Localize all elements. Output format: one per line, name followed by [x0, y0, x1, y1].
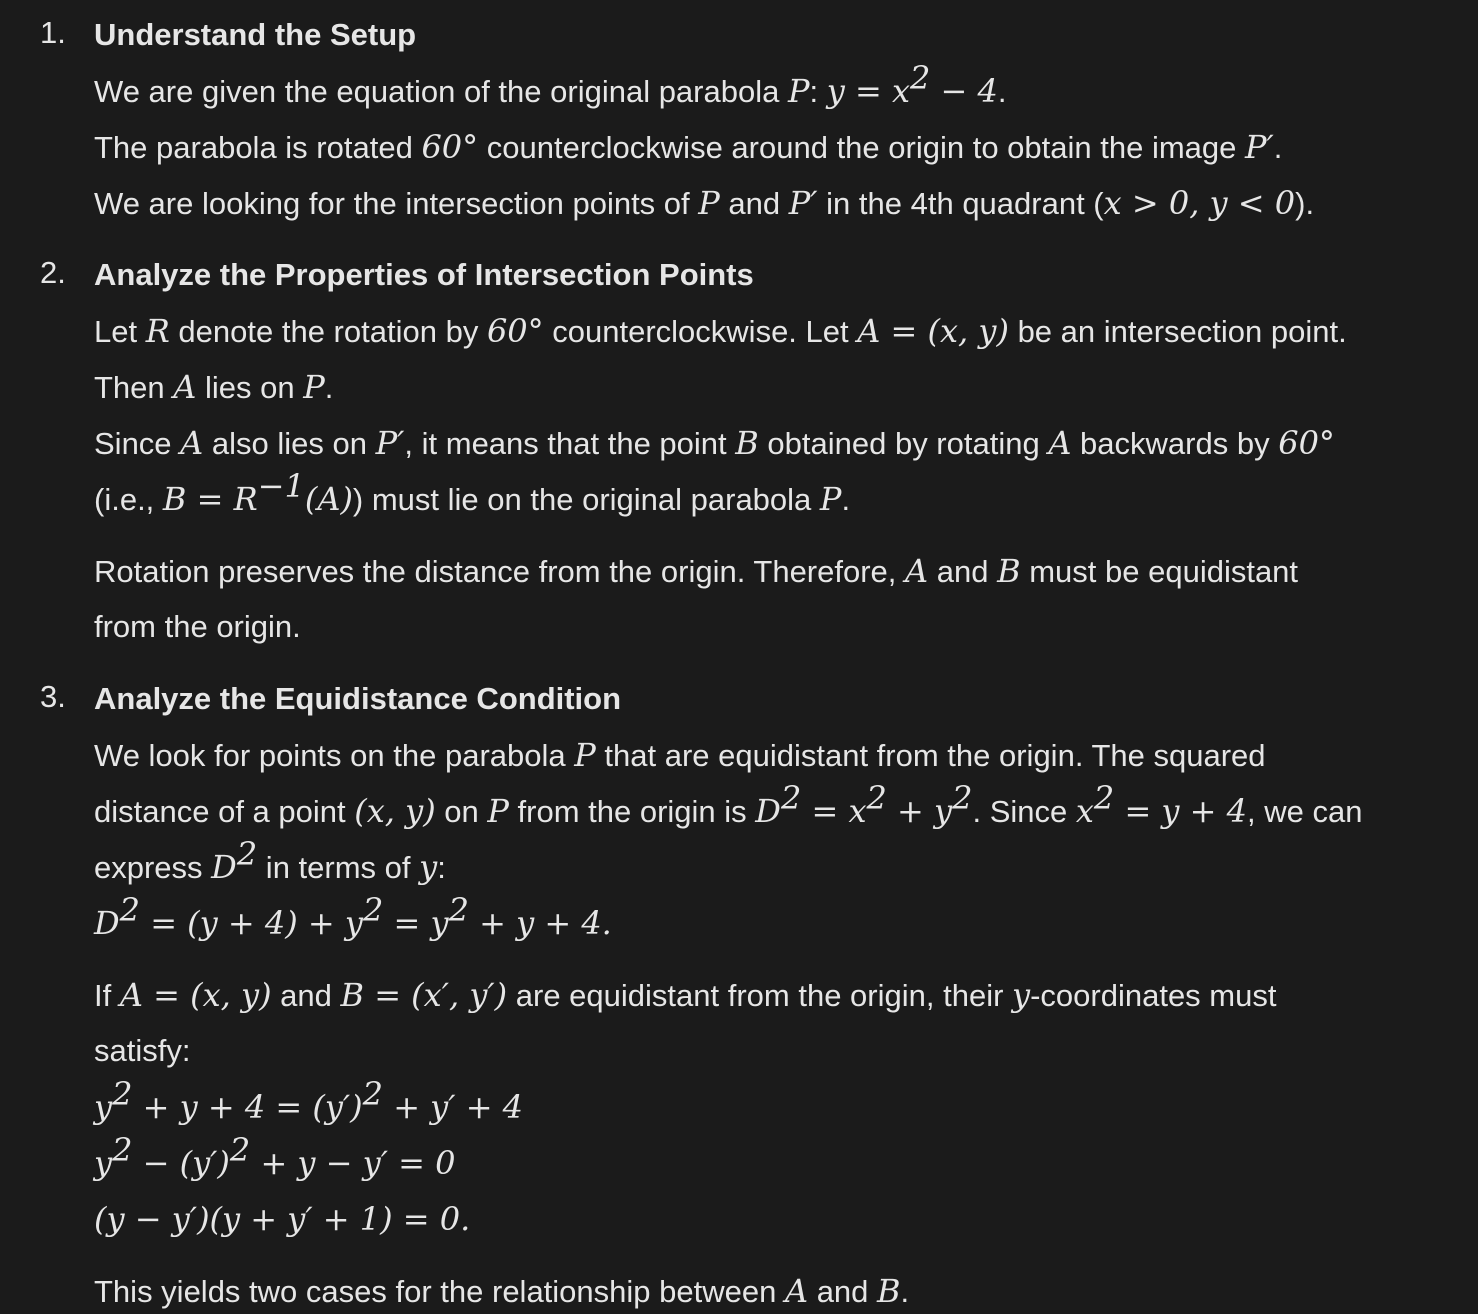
step-3-equation-2: $y^2 + y + 4 = (y')^2 + y' + 4$ — [94, 1074, 524, 1126]
step-3-line-3: express $D^2$ in terms of y: — [94, 834, 446, 886]
step-2-line-2: Then A lies on P. — [94, 368, 334, 406]
step-3-line-6: This yields two cases for the relationship between A and B. — [94, 1272, 910, 1310]
step-3-line-4: If A = (x, y) and B = (x′, y′) are equidistant from the origin, their y-coordinates must — [94, 976, 1277, 1014]
step-2-title: Analyze the Properties of Intersection Points — [94, 257, 754, 292]
step-2-line-5: Rotation preserves the distance from the origin. Therefore, A and B must be equidistant — [94, 552, 1299, 590]
step-1-line-3: We are looking for the intersection points of P and P′ in the 4th quadrant (x > 0, y < 0). — [94, 184, 1315, 222]
step-3-line-5: satisfy: — [94, 1033, 191, 1068]
step-3-equation-4: (y − y′)(y + y′ + 1) = 0. — [94, 1200, 471, 1238]
step-1-line-2: The parabola is rotated 60° counterclockwise around the origin to obtain the image P′. — [94, 128, 1283, 166]
step-3-equation-1: $D^2 = (y + 4) + y^2 = y^2 + y + 4$. — [94, 890, 612, 942]
step-3-number: 3. — [40, 679, 66, 714]
step-2-number: 2. — [40, 255, 66, 290]
step-2-line-4: (i.e., $B = R^{-1}(A)$) must lie on the original parabola P. — [94, 466, 851, 518]
step-2-line-1: Let R denote the rotation by 60° counterclockwise. Let A = (x, y) be an intersection point. — [94, 312, 1347, 350]
step-1-number: 1. — [40, 15, 66, 50]
step-3-line-1: We look for points on the parabola P that are equidistant from the origin. The squared — [94, 736, 1266, 774]
step-3-title: Analyze the Equidistance Condition — [94, 681, 622, 716]
step-3-equation-3: $y^2 - (y')^2 + y - y' = 0$ — [94, 1130, 456, 1182]
step-1-title: Understand the Setup — [94, 17, 417, 52]
step-1-line-1: We are given the equation of the original parabola P: $y = x^2 - 4$. — [94, 58, 1007, 110]
step-2-line-6: from the origin. — [94, 609, 301, 644]
step-3-line-2: distance of a point (x, y) on P from the origin is $D^2 = x^2 + y^2$. Since $x^2 = y + 4$, we can — [94, 778, 1363, 830]
step-2-line-3: Since A also lies on P′, it means that the point B obtained by rotating A backwards by 60° — [94, 424, 1335, 462]
